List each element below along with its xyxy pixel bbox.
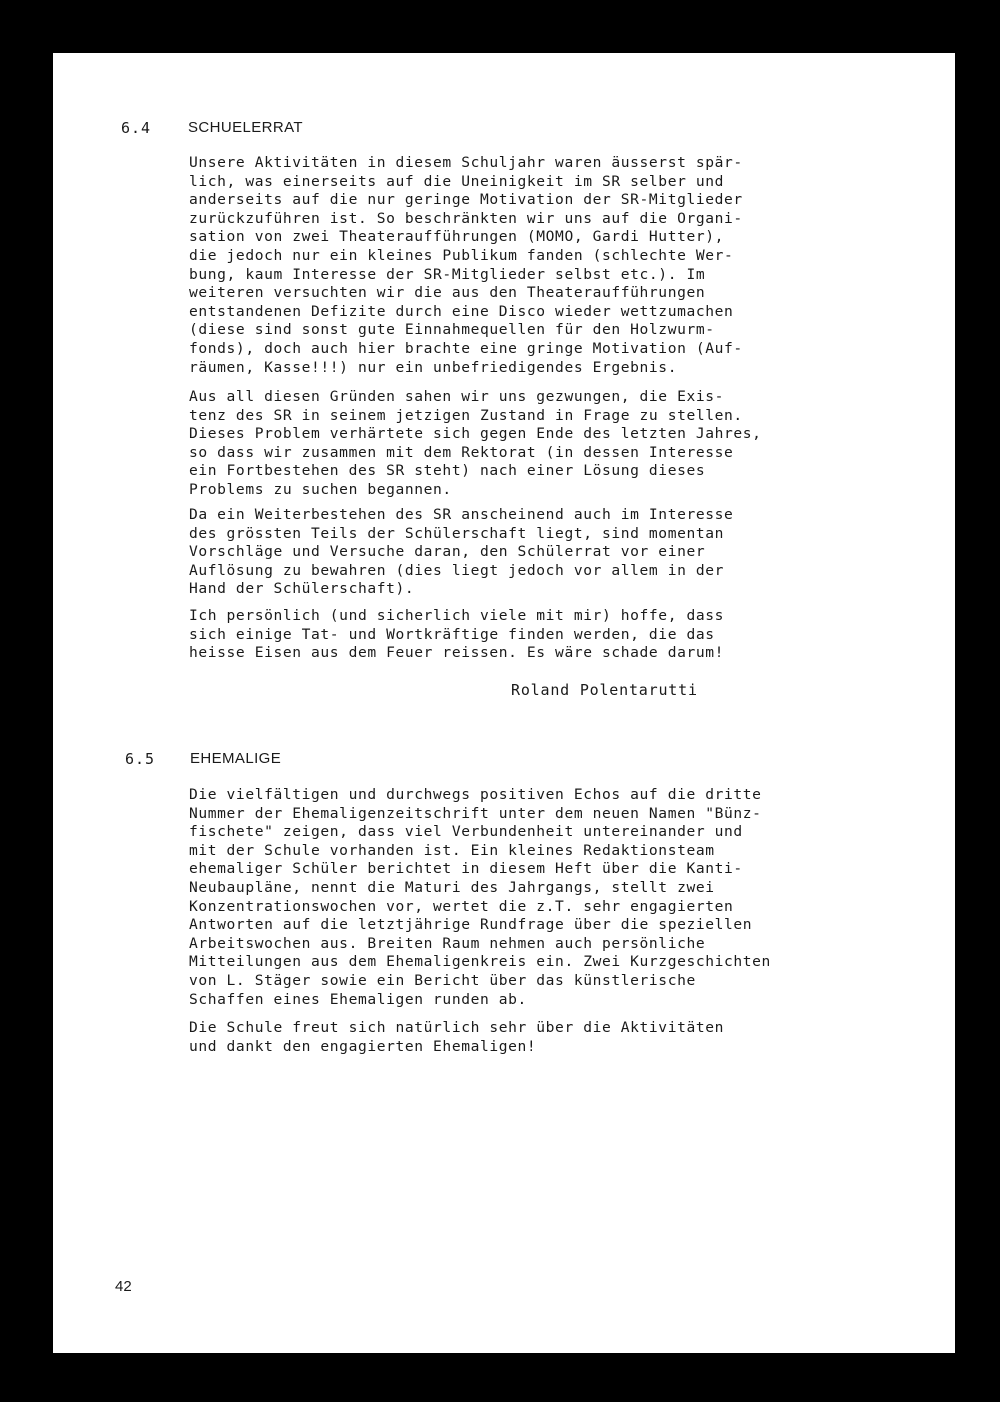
section-title: EHEMALIGE [190,750,282,767]
section-6-5-heading [53,750,955,770]
text-line: entstandenen Defizite durch eine Disco wieder wettzumachen [189,302,734,320]
paragraph-6-4-3 [189,506,909,599]
text-line: Unsere Aktivitäten in diesem Schuljahr waren äusserst spär- [189,154,743,171]
text-line: Auflösung zu bewahren (dies liegt jedoch vor allem in der [189,561,725,579]
text-line: Neubaupläne, nennt die Maturi des Jahrgangs, stellt zwei [189,878,715,896]
text-line: Da ein Weiterbestehen des SR anscheinend auch im Interesse [189,506,734,523]
text-line: und dankt den engagierten Ehemaligen! [189,1037,537,1055]
text-line: Ich persönlich (und sicherlich viele mit mir) hoffe, dass [189,607,725,624]
text-line: so dass wir zusammen mit dem Rektorat (in dessen Interesse [189,443,734,461]
text-line: von L. Stäger sowie ein Bericht über das künstlerische [189,971,696,989]
text-line: tenz des SR in seinem jetzigen Zustand in Frage zu stellen. [189,406,743,424]
text-line: fonds), doch auch hier brachte eine gringe Motivation (Auf- [189,339,743,357]
text-line: Dieses Problem verhärtete sich gegen Ende des letzten Jahres, [189,425,762,443]
text-line: anderseits auf die nur geringe Motivation der SR-Mitglieder [189,191,743,209]
text-line: fischete" zeigen, dass viel Verbundenheit untereinander und [189,823,743,841]
text-line: Aus all diesen Gründen sahen wir uns gezwungen, die Exis- [189,388,725,405]
text-line: heisse Eisen aus dem Feuer reissen. Es wäre schade darum! [189,644,725,662]
text-line: des grössten Teils der Schülerschaft liegt, sind momentan [189,524,725,542]
text-line: (diese sind sonst gute Einnahmequellen für den Holzwurm- [189,321,715,339]
page-number: 42 [115,1278,132,1295]
text-line: Problems zu suchen begannen. [189,480,452,498]
section-6-4-heading [53,119,955,139]
text-line: Schaffen eines Ehemaligen runden ab. [189,990,527,1008]
paragraph-6-5-2 [189,1019,909,1056]
signature: Roland Polentarutti [511,681,698,699]
section-number: 6.4 [121,119,152,137]
paragraph-6-4-1 [189,154,909,377]
text-line: räumen, Kasse!!!) nur ein unbefriedigendes Ergebnis. [189,358,678,376]
text-line: sation von zwei Theateraufführungen (MOMO, Gardi Hutter), [189,228,725,246]
paragraph-6-5-1 [189,786,909,1009]
text-line: die jedoch nur ein kleines Publikum fanden (schlechte Wer- [189,246,734,264]
text-line: Nummer der Ehemaligenzeitschrift unter dem neuen Namen "Bünz- [189,804,762,822]
text-line: weiteren versuchten wir die aus den Theateraufführungen [189,284,706,302]
text-line: sich einige Tat- und Wortkräftige finden werden, die das [189,625,715,643]
text-line: mit der Schule vorhanden ist. Ein kleines Redaktionsteam [189,841,715,859]
text-line: ehemaliger Schüler berichtet in diesem Heft über die Kanti- [189,860,743,878]
text-line: Konzentrationswochen vor, wertet die z.T. sehr engagierten [189,897,734,915]
section-title: SCHUELERRAT [188,119,303,136]
text-line: Die vielfältigen und durchwegs positiven Echos auf die dritte [189,786,762,803]
document-page [53,53,955,1353]
section-number: 6.5 [125,750,156,768]
text-line: ein Fortbestehen des SR steht) nach einer Lösung dieses [189,462,706,480]
text-line: Vorschläge und Versuche daran, den Schülerrat vor einer [189,543,706,561]
text-line: bung, kaum Interesse der SR-Mitglieder selbst etc.). Im [189,265,706,283]
paragraph-6-4-4 [189,607,909,663]
text-line: lich, was einerseits auf die Uneinigkeit im SR selber und [189,172,725,190]
paragraph-6-4-2 [189,388,909,500]
text-line: zurückzuführen ist. So beschränkten wir uns auf die Organi- [189,209,743,227]
text-line: Mitteilungen aus dem Ehemaligenkreis ein. Zwei Kurzgeschichten [189,953,771,971]
text-line: Die Schule freut sich natürlich sehr über die Aktivitäten [189,1019,725,1036]
text-line: Antworten auf die letztjährige Rundfrage über die speziellen [189,916,753,934]
text-line: Arbeitswochen aus. Breiten Raum nehmen auch persönliche [189,934,706,952]
text-line: Hand der Schülerschaft). [189,580,415,598]
